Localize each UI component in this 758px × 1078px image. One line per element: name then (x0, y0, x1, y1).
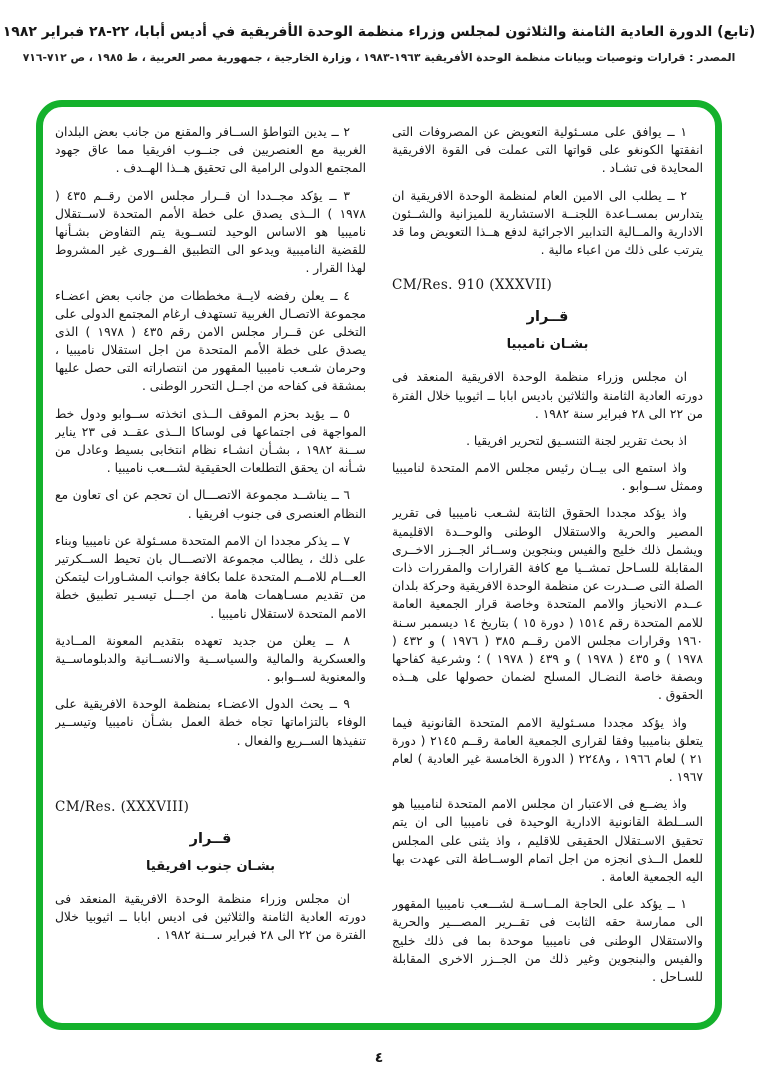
paragraph: ٩ ــ يحث الدول الاعضـاء بمنظمة الوحدة الافريقية على الوفاء بالتزاماتها تجاه خطة العمل بشـأن ناميبيا وتيســير تنفيذها الســريع والفعال . (55, 697, 366, 748)
green-border-frame (36, 100, 722, 1030)
document-header (0, 24, 758, 64)
resolution-number: CM/Res. (XXXVIII) (55, 798, 190, 815)
column-left (55, 123, 366, 1011)
header-source-line: المصدر : قرارات وتوصيات وبيانات منظمة الوحدة الأفريقية ١٩٦٣-١٩٨٣ ، وزارة الخارجية ، جمهورية مصر العربية ، ط ١٩٨٥ ، ص ٧١٢-٧١٦ (22, 51, 736, 64)
paragraph: ٣ ــ يؤكد مجــددا ان قــرار مجلس الامن رقــم ٤٣٥ ( ١٩٧٨ ) الــذى يصدق على خطة الأمم المتحدة لاســتقلال ناميبيا هو الاساس الوحيد لتســوية يتم التفاوض بشـأنها للقضية الناميبية ويدعو الى التطبيق الفــورى غير المشروط لهذا القرار . (55, 188, 366, 276)
resolution-subject: بشـان جنوب افريقيا (146, 858, 275, 874)
two-column-text-area (55, 123, 703, 1011)
paragraph: ٧ ــ يذكر مجددا ان الامم المتحدة مسـئولة عن ناميبيا وبناء على ذلك ، يطالب مجموعة الاتصـــال بان تحيط الســكرتير العـــام للامــم المتحدة علما بكافة جوانب المشـاورات ليتمكن من تقديم مسـاهمات هامة من اجـــل تيسـير تطبيق خطة الامم المتحدة لاستقلال ناميبيا . (55, 533, 366, 621)
column-right (392, 123, 703, 1011)
paragraph: ٤ ــ يعلن رفضه لايــة مخططات من جانب بعض اعضـاء مجموعة الاتصـال الغربية تستهدف ارغام المجتمع الدولى على التخلى عن قــرار مجلس الامن رقم ٤٣٥ ( ١٩٧٨ ) الذى يصدق على خطة الأمم المتحدة من اجل استقلال ناميبيا ، وحرمان شـعب ناميبيا المقهور من انتصاراته التى حصل عليها بمشقة فى كفاحه من اجــل التحرر الوطنى . (55, 288, 366, 394)
paragraph: ٢ ــ يطلب الى الامين العام لمنظمة الوحدة الافريقية ان يتدارس بمســاعدة اللجنــة الاستشارية للميزانية والشــئون الادارية والمــالية التدابير الاجرائية لدفع هــذا التعويض وما قد يترتب على ذلك من اعباء مالية . (392, 188, 703, 258)
paragraph: واذ يؤكد مجددا الحقوق الثابتة لشـعب ناميبيا فى تقرير المصير والحرية والاستقلال الوطنى والوحــدة الاقليمية ويشمل ذلك خليج والفيس وبنجوين وســائر الجــزر الاخــرى المقابلة للسـاحل تمشــيا مع كافة القرارات والمقررات ذات الصلة التى صــدرت عن منظمة الوحدة الافريقية وحركة بلدان عــدم الانحياز والامم المتحدة وخاصة قرار الجمعية العامة للامم المتحدة رقم ١٥١٤ ( دورة ١٥ ) بتاريخ ١٤ ديسمبر سـنة ١٩٦٠ وقرارات مجلس الامن رقــم ٣٨٥ ( ١٩٧٦ ) و ٤٣٢ ( ١٩٧٨ ) و ٤٣٥ ( ١٩٧٨ ) و ٤٣٩ ( ١٩٧٨ ) ؛ وشرعية كفاحها وبصفة خاصة النضـال المسلح لضمان حصولها على هــذه الحقوق . (392, 506, 703, 703)
paragraph: واذ استمع الى بيــان رئيس مجلس الامم المتحدة لناميبيا وممثل ســوابو . (392, 461, 703, 494)
paragraph: ١ ــ يوافق على مسـئولية التعويض عن المصروفات التى انفقتها الكونغو على قواتها التى عملت فى القوة الافريقية المحايدة فى تشـاد . (392, 125, 703, 176)
paragraph: واذ يؤكد مجددا مسـئولية الامم المتحدة القانونية فيما يتعلق بناميبيا وفقا لقرارى الجمعية العامة رقــم ٢١٤٥ ( دورة ٢١ ) لعام ١٩٦٦ ، و٢٢٤٨ ( الدورة الخامسة غير العادية ) لعام ١٩٦٧ . (392, 715, 703, 785)
paragraph: ٨ ــ يعلن من جديد تعهده بتقديم المعونة المــادية والعسكرية والمالية والسياســية والانســانية والدبلوماســية والمعنوية لســوابو . (55, 633, 366, 685)
paragraph: ان مجلس وزراء منظمة الوحدة الافريقية المنعقد فى دورته العادية الثامنة والثلاثين باديس ابابا ــ اثيوبيا خلال الفترة من ٢٢ الى ٢٨ فبراير سنة ١٩٨٢ . (392, 370, 703, 421)
paragraph: ٥ ــ يؤيد بحزم الموقف الــذى اتخذته ســوابو ودول خط المواجهة فى اجتماعها فى لوساكا الــذى عقــد فى ٢٣ يناير ســنة ١٩٨٢ ، بشـأن انشـاء نظام انتخابى بسيط وعادل من شـأنه ان يحقق التطلعات الحقيقية لشـــعب ناميبيا . (55, 406, 366, 476)
resolution-number: CM/Res. 910 (XXXVII) (392, 277, 553, 294)
paragraph: ان مجلس وزراء منظمة الوحدة الافريقية المنعقد فى دورته العادية الثامنة والثلاثين فى اديس ابابا ــ اثيوبيا خلال الفترة من ٢٢ الى ٢٨ فبراير ســنة ١٩٨٢ . (55, 891, 366, 943)
paragraph: ١ ــ يؤكد على الحاجة المــاســة لشـــعب ناميبيا المقهور الى ممارسة حقه الثابت فى تقــرير المصـــير والحرية والاستقلال الوطنى فى ناميبيا موحدة بما فى ذلك خليج والفيس والبنجوين وغير ذلك من الجــزر الاخرى المقابلة للسـاحل . (392, 897, 703, 984)
paragraph: واذ يضــع فى الاعتبار ان مجلس الامم المتحدة لناميبيا هو الســلطة القانونية الادارية الوحيدة فى ناميبيا الى ان يتم تحقيق الاسـتقلال الحقيقى للاقليم ، واذ يثنى على المجلس للعمل الــذى انجزه من اجل اتمام الوســاطة التى عهدت بها اليه الجمعية العامة . (392, 797, 703, 884)
paragraph: ٦ ــ يناشــد مجموعة الاتصـــال ان تحجم عن اى تعاون مع النظام العنصرى فى جنوب افريقيا . (55, 488, 366, 521)
resolution-subject: بشـان ناميبيا (506, 337, 589, 353)
resolution-title: قــرار (189, 830, 232, 847)
spacer (55, 759, 366, 781)
header-session-title: (تابع) الدورة العادية الثامنة والثلاثون لمجلس وزراء منظمة الوحدة الأفريقية في أديس أبابا، ٢٢-٢٨ فبراير ١٩٨٢ (2, 24, 756, 40)
page-number: ٤ (374, 1050, 384, 1066)
paragraph: ٢ ــ يدين التواطؤ الســافر والمقنع من جانب بعض البلدان الغربية مع العنصريين فى جنــوب افريقيا مما عاق جهود المجتمع الدولى الرامية الى تحقيق هــذا الهــدف . (55, 125, 366, 176)
resolution-title: قــرار (526, 309, 569, 326)
paragraph: اذ بحث تقرير لجنة التنسـيق لتحرير افريقيا . (466, 433, 687, 448)
